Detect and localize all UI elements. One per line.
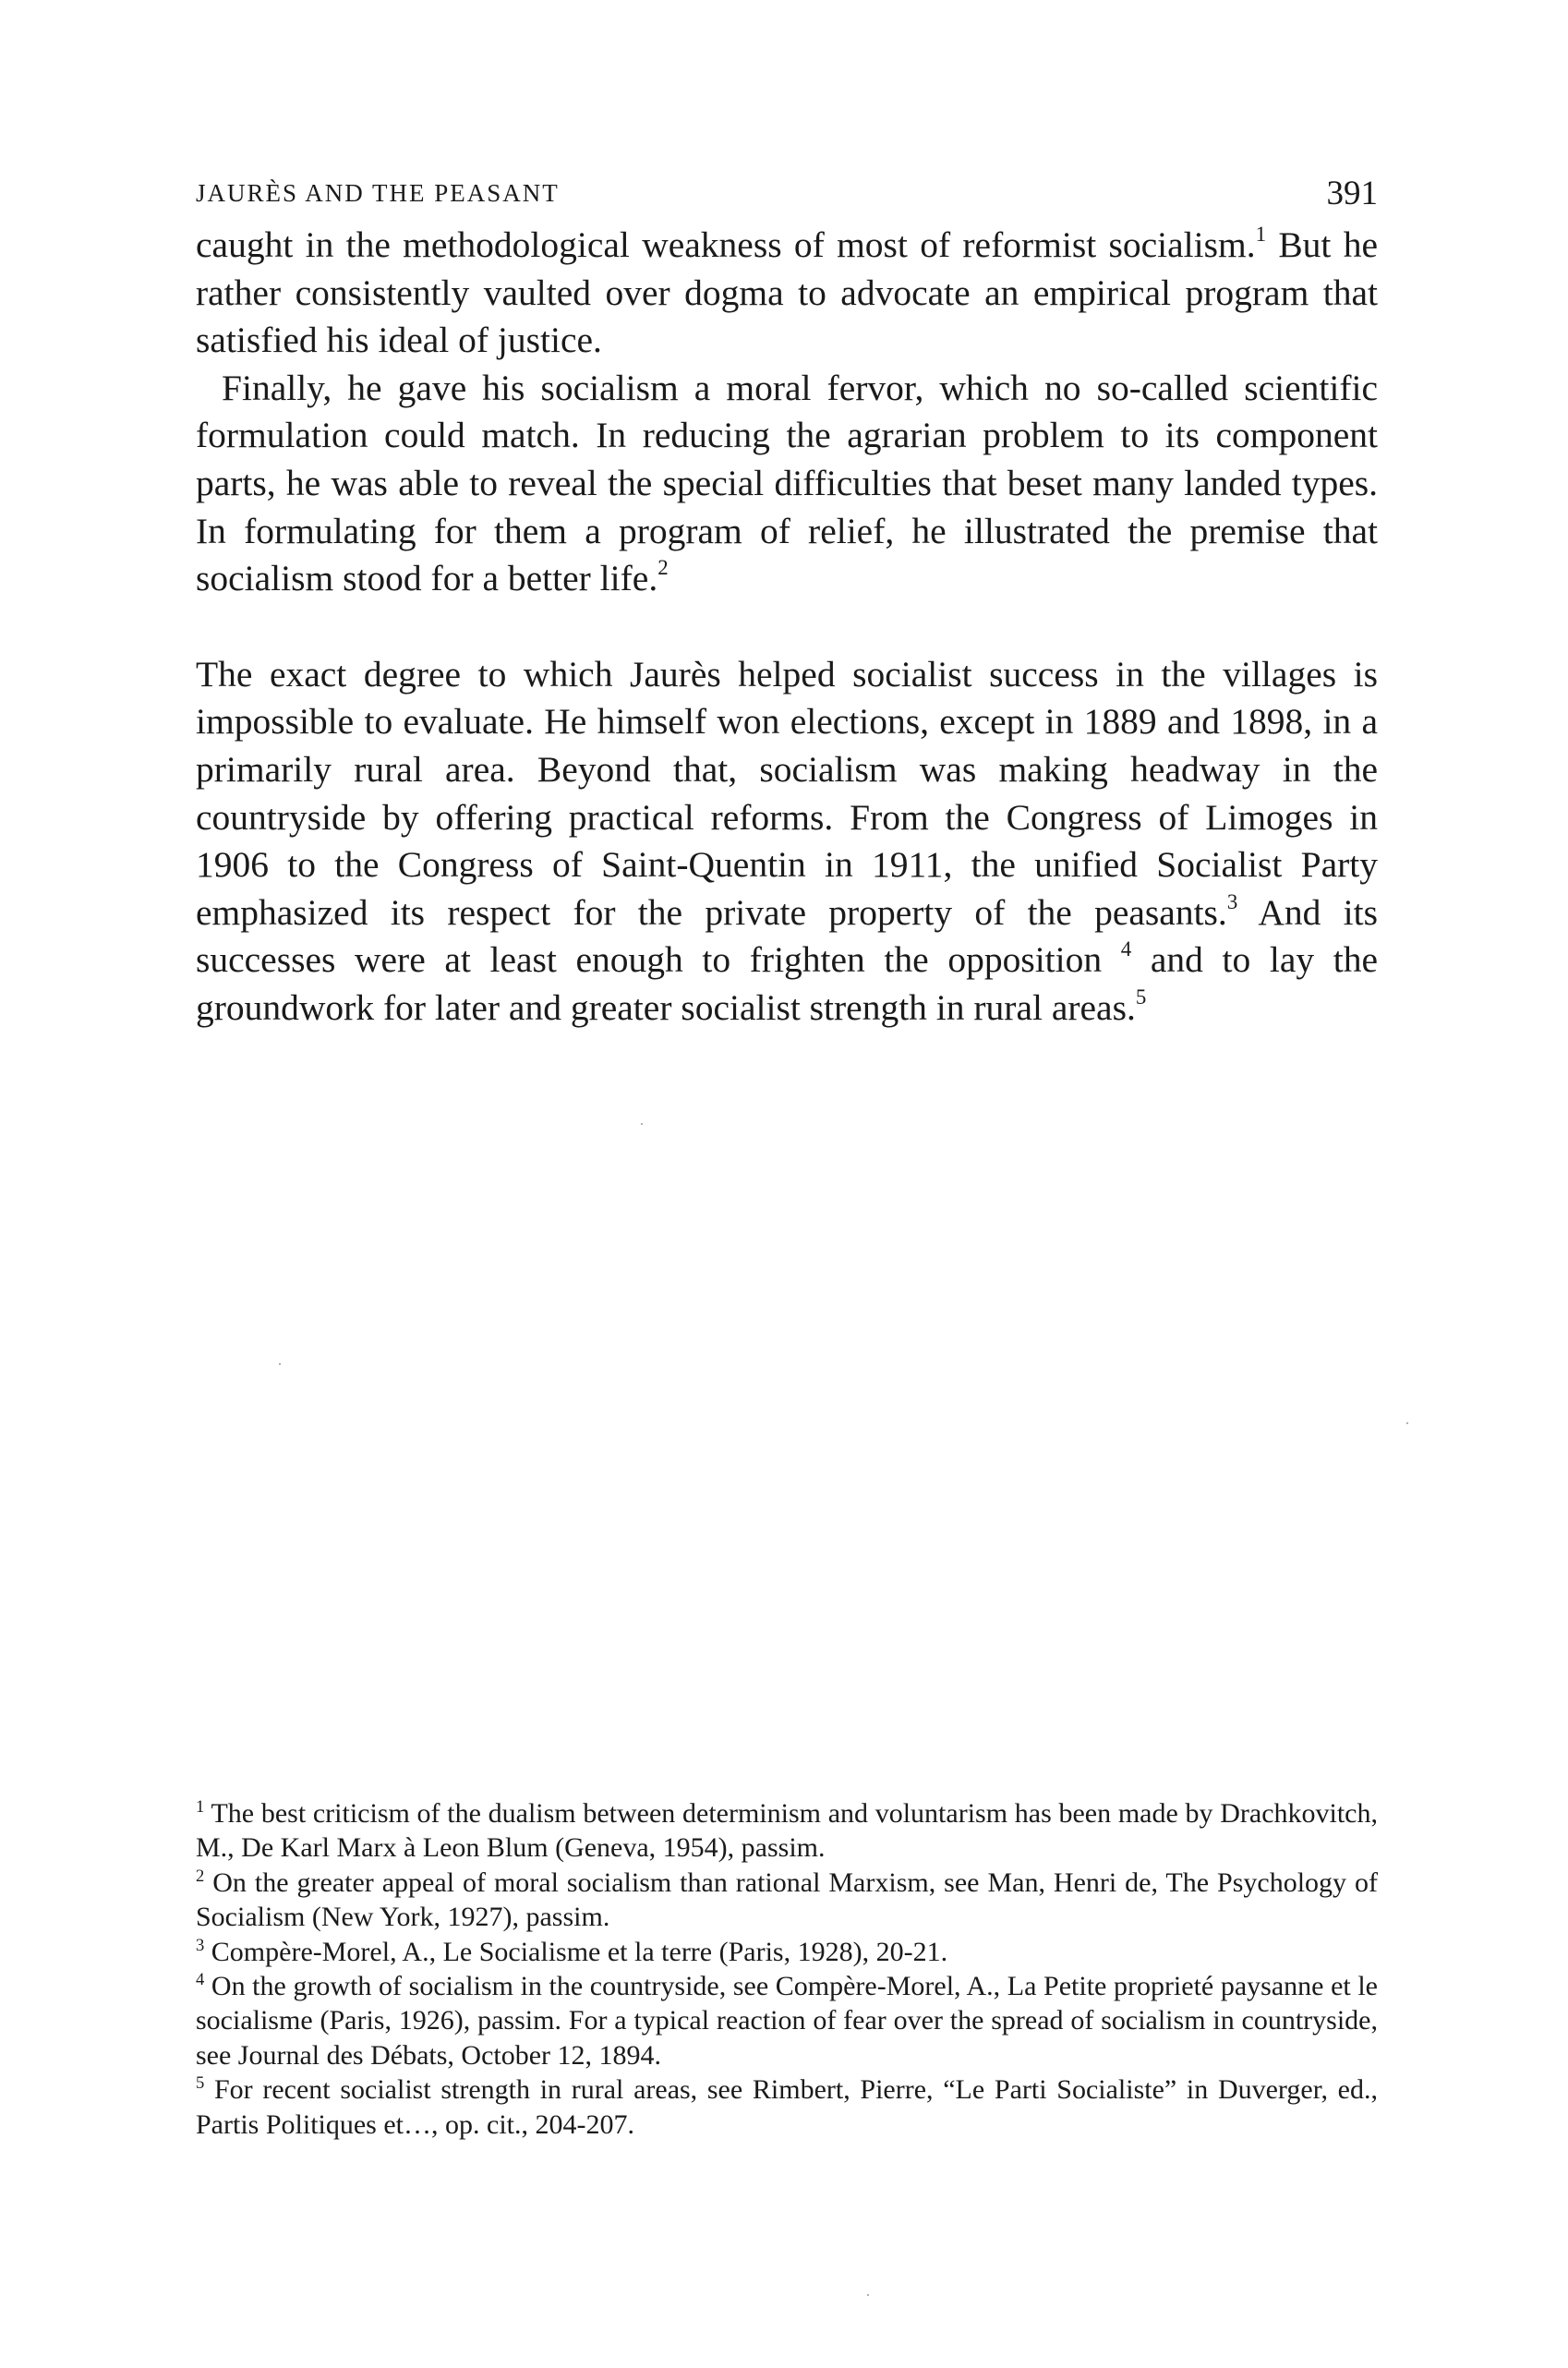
- running-head: [196, 174, 1378, 222]
- footnote-number: 3: [196, 1935, 205, 1955]
- footnote-5: $^5$ For recent socialist strength in rural areas, see Rimbert, Pierre, “Le Parti Socialiste” in Duverger, ed., Partis Politiques et…, op. cit., 204-207.: [196, 2073, 1378, 2140]
- page-number: 391: [1326, 175, 1378, 212]
- speck: [279, 1363, 281, 1365]
- footnote-ref-3[interactable]: 3: [1226, 889, 1238, 913]
- speck: [641, 1123, 643, 1125]
- speck: [1406, 1422, 1408, 1424]
- footnote-number: 1: [196, 1796, 205, 1817]
- speck: [867, 2294, 869, 2296]
- page-body: [196, 174, 1378, 1033]
- footnote-number: 4: [196, 1969, 205, 1989]
- footnote-2: $^2$ On the greater appeal of moral socialism than rational Marxism, see Man, Henri de, The Psychology of Socialism (New York, 1927), passim.: [196, 1866, 1378, 1933]
- section-break: [196, 603, 1378, 651]
- footnote-4: $^4$ On the growth of socialism in the countryside, see Compère-Morel, A., La Petite proprieté paysanne et le socialisme (Paris, 1926), passim. For a typical reaction of fear over the spread of socialism in countryside, see Journal des Débats, October 12, 1894.: [196, 1969, 1378, 2071]
- paragraph-1: caught in the methodological weakness of most of reformist socialism.$^1$ But he rather consistently vaulted over dogma to advocate an empirical program that satisfied his ideal of justice.: [196, 222, 1378, 361]
- footnote-number: 2: [196, 1866, 205, 1886]
- paragraph-2: Finally, he gave his socialism a moral fervor, which no so-called scientific formulation could match. In reducing the agrarian problem to its component parts, he was able to reveal the special difficulties that beset many landed types. In formulating for them a program of relief, he illustrated the premise that socialism stood for a better life.$^2$: [196, 367, 1378, 599]
- paragraph-3: The exact degree to which Jaurès helped socialist success in the villages is impossible to evaluate. He himself won elections, except in 1889 and 1898, in a primarily rural area. Beyond that, socialism was making headway in the countryside by offering practical reforms. From the Congress of Limoges in 1906 to the Congress of Saint-Quentin in 1911, the unified Socialist Party emphasized its respect for the private property of the peasants.$^3$ And its successes were at least enough to frighten the opposition $^4$ and to lay the groundwork for later and greater socialist strength in rural areas.$^5$: [196, 653, 1378, 1028]
- footnote-number: 5: [196, 2073, 205, 2094]
- footnote-ref-5[interactable]: 5: [1135, 985, 1147, 1009]
- footnote-ref-4[interactable]: 4: [1120, 937, 1132, 961]
- footnotes: [196, 1796, 1378, 2142]
- footnote-3: $^3$ Compère-Morel, A., Le Socialisme et la terre (Paris, 1928), 20-21.: [196, 1935, 948, 1967]
- footnote-ref-2[interactable]: 2: [657, 555, 669, 579]
- running-title: JAURÈS AND THE PEASANT: [196, 179, 560, 207]
- footnote-ref-1[interactable]: 1: [1255, 222, 1267, 246]
- footnote-1: $^1$ The best criticism of the dualism between determinism and voluntarism has been made by Drachkovitch, M., De Karl Marx à Leon Blum (Geneva, 1954), passim.: [196, 1796, 1378, 1864]
